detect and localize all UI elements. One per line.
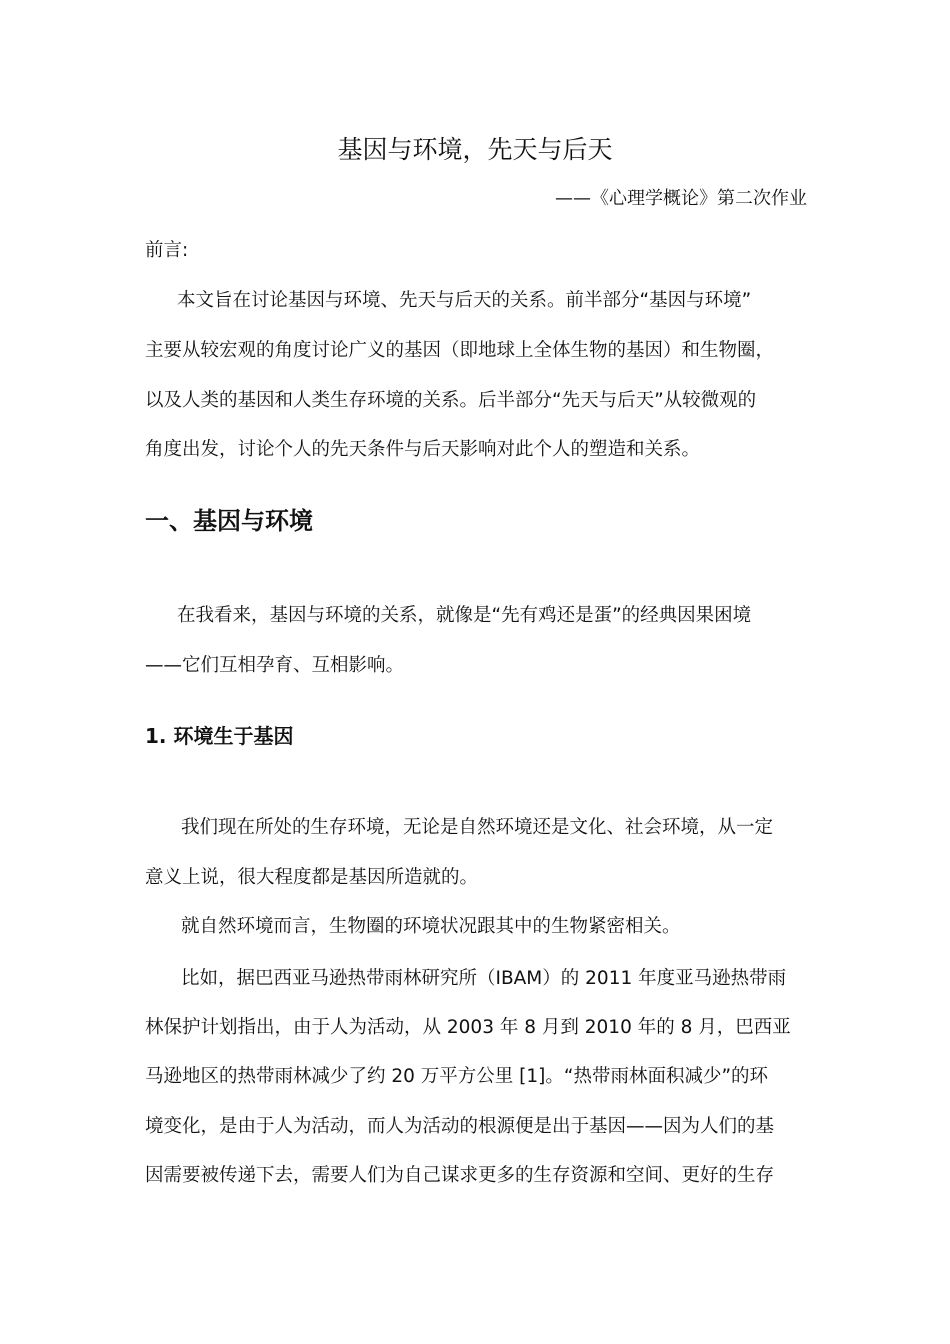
paragraph-line: 林保护计划指出，由于人为活动，从 2003 年 8 月到 2010 年的 8 月，巴西亚: [145, 1017, 791, 1038]
preface-line: 角度出发，讨论个人的先天条件与后天影响对此个人的塑造和关系。: [145, 439, 701, 460]
paragraph-line: 就自然环境而言，生物圈的环境状况跟其中的生物紧密相关。: [181, 916, 681, 937]
document-title: 基因与环境，先天与后天: [337, 135, 613, 164]
preface-label: 前言:: [145, 240, 189, 261]
paragraph-line: 比如，据巴西亚马逊热带雨林研究所（IBAM）的 2011 年度亚马逊热带雨: [181, 968, 787, 989]
section-heading: 一、基因与环境: [145, 507, 313, 535]
section-intro-line: ——它们互相孕育、互相影响。: [145, 655, 405, 676]
section-intro-line: 在我看来，基因与环境的关系，就像是“先有鸡还是蛋”的经典因果困境: [177, 605, 752, 626]
paragraph-line: 因需要被传递下去，需要人们为自己谋求更多的生存资源和空间、更好的生存: [145, 1165, 775, 1186]
preface-line: 主要从较宏观的角度讨论广义的基因（即地球上全体生物的基因）和生物圈，: [145, 340, 775, 361]
paragraph-line: 意义上说，很大程度都是基因所造就的。: [145, 867, 479, 888]
document-subtitle: ——《心理学概论》第二次作业: [555, 188, 807, 209]
paragraph-line: 我们现在所处的生存环境，无论是自然环境还是文化、社会环境，从一定: [181, 817, 774, 838]
paragraph-line: 马逊地区的热带雨林减少了约 20 万平方公里 [1]。“热带雨林面积减少”的环: [145, 1066, 769, 1087]
preface-line: 本文旨在讨论基因与环境、先天与后天的关系。前半部分“基因与环境”: [177, 290, 752, 311]
subsection-heading: 1. 环境生于基因: [145, 724, 294, 748]
paragraph-line: 境变化，是由于人为活动，而人为活动的根源便是出于基因——因为人们的基: [145, 1116, 775, 1137]
preface-line: 以及人类的基因和人类生存环境的关系。后半部分“先天与后天”从较微观的: [145, 390, 757, 411]
